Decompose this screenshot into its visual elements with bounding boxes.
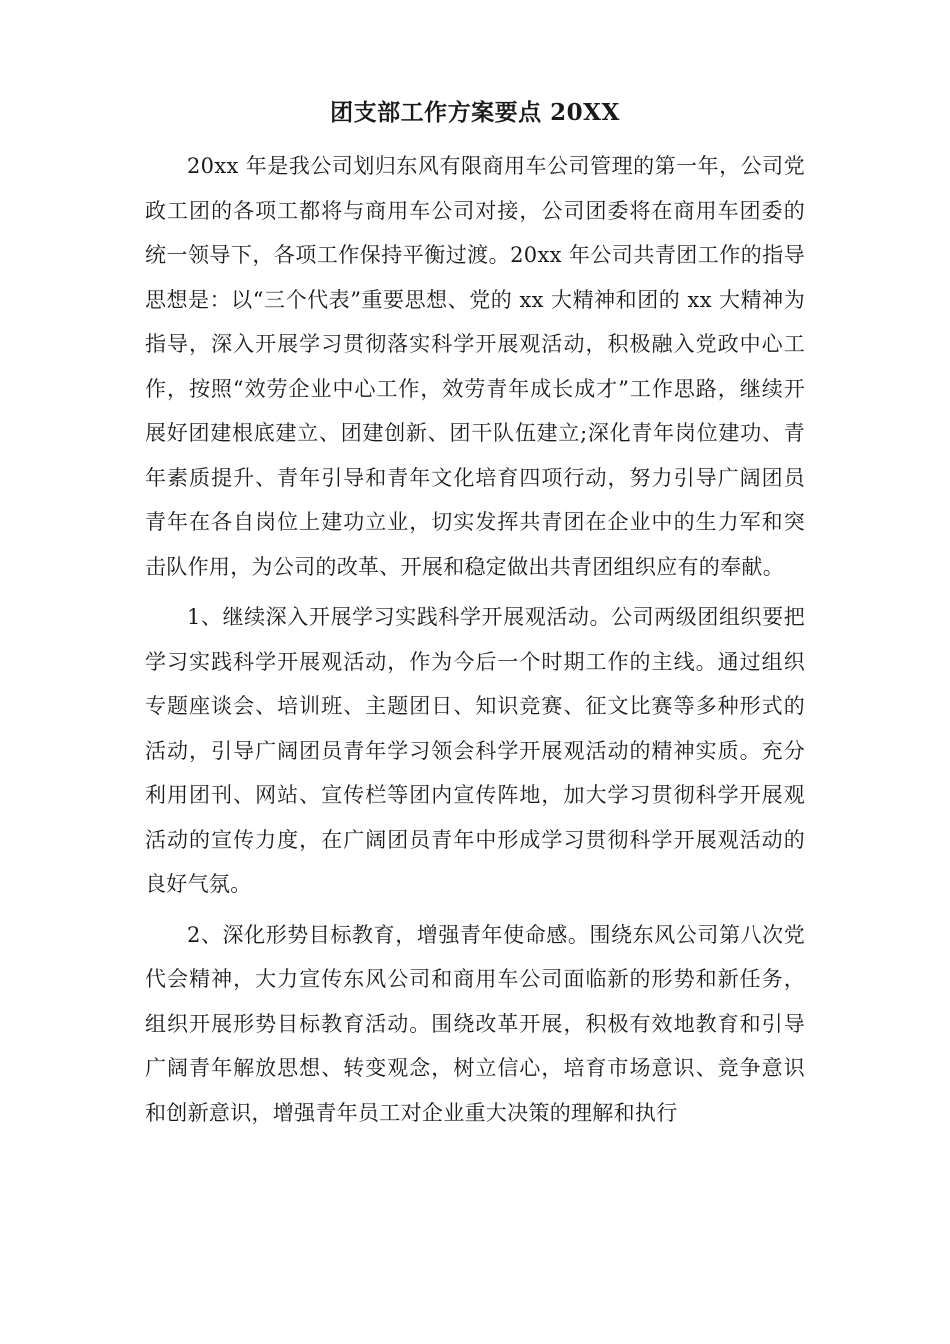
paragraph-intro: 20xx 年是我公司划归东风有限商用车公司管理的第一年，公司党政工团的各项工都将与商用车公司对接，公司团委将在商用车团委的统一领导下，各项工作保持平衡过渡。20xx 年公司共青团工作的指导思想是：以“三个代表”重要思想、党的 xx 大精神和团的 xx 大精神为指导，深入开展学习贯彻落实科学开展观活动，积极融入党政中心工作，按照“效劳企业中心工作，效劳青年成长成才”工作思路，继续开展好团建根底建立、团建创新、团干队伍建立;深化青年岗位建功、青年素质提升、青年引导和青年文化培育四项行动，努力引导广阔团员青年在各自岗位上建功立业，切实发挥共青团在企业中的生力军和突击队作用，为公司的改革、开展和稳定做出共青团组织应有的奉献。 bbox=[145, 154, 805, 579]
document-title: 团支部工作方案要点 20XX bbox=[330, 99, 620, 126]
paragraph-item-2: 2、深化形势目标教育，增强青年使命感。围绕东风公司第八次党代会精神，大力宣传东风公司和商用车公司面临新的形势和新任务，组织开展形势目标教育活动。围绕改革开展，积极有效地教育和引导广阔青年解放思想、转变观念，树立信心，培育市场意识、竞争意识和创新意识，增强青年员工对企业重大决策的理解和执行 bbox=[145, 922, 805, 1125]
paragraph-item-1: 1、继续深入开展学习实践科学开展观活动。公司两级团组织要把学习实践科学开展观活动，作为今后一个时期工作的主线。通过组织专题座谈会、培训班、主题团日、知识竞赛、征文比赛等多种形式的活动，引导广阔团员青年学习领会科学开展观活动的精神实质。充分利用团刊、网站、宣传栏等团内宣传阵地，加大学习贯彻科学开展观活动的宣传力度，在广阔团员青年中形成学习贯彻科学开展观活动的良好气氛。 bbox=[145, 605, 805, 896]
document-body bbox=[145, 144, 805, 1141]
